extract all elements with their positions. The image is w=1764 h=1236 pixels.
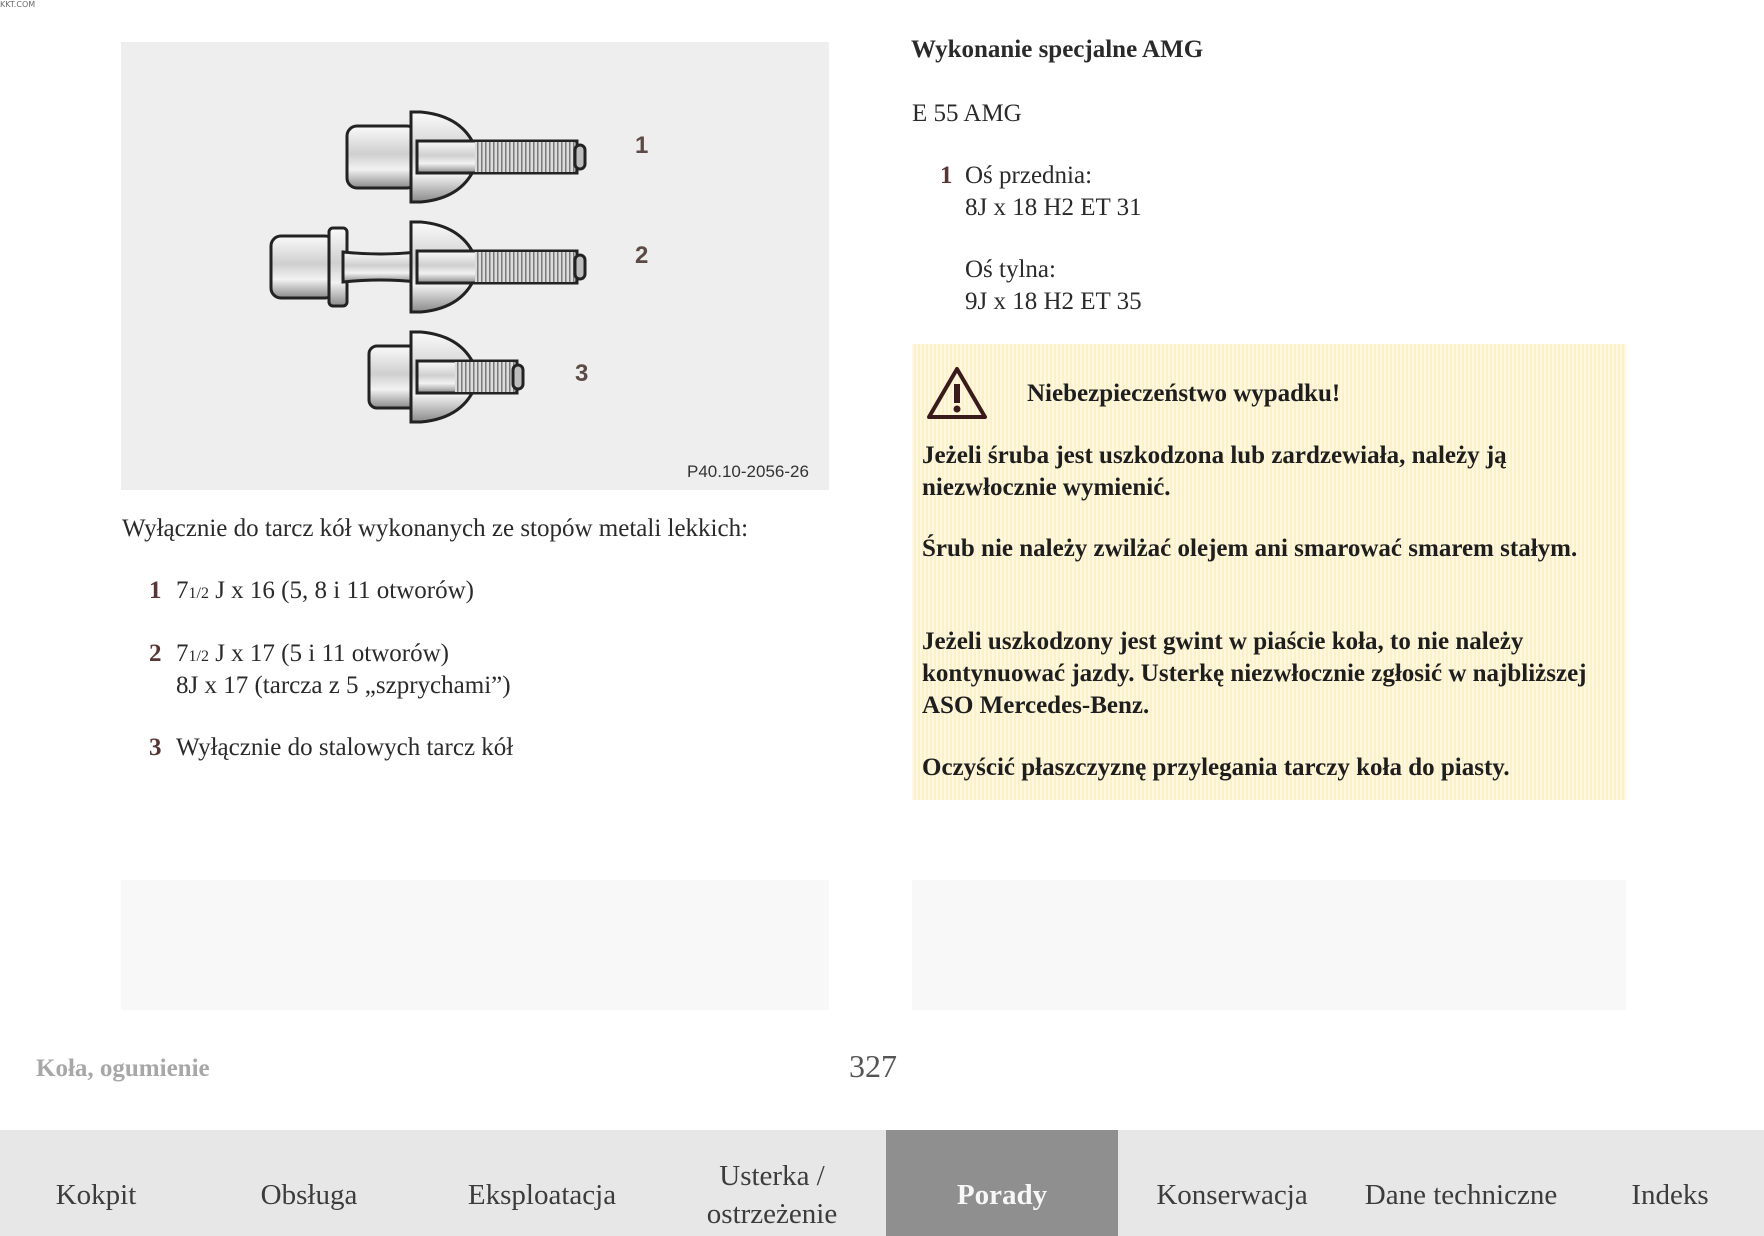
callout-2: 2 — [635, 242, 649, 269]
tab-porady[interactable]: Porady — [886, 1130, 1118, 1236]
chapter-nav — [0, 1130, 1764, 1236]
front-axle-label: Oś przednia: — [965, 162, 1093, 189]
bolt-3 — [369, 332, 523, 422]
faint-area-left — [121, 880, 829, 1010]
warning-paragraph-1: Jeżeli śruba jest uszkodzona lub zardzewiała, należy ją niezwłocznie wymienić. — [922, 442, 1507, 501]
front-axle-value: 8J x 18 H2 ET 31 — [965, 194, 1142, 221]
warning-paragraph-2: Śrub nie należy zwilżać olejem ani smarować smarem stałym. — [922, 535, 1578, 562]
amg-heading: Wykonanie specjalne AMG — [911, 36, 1204, 63]
spec-text: 71/2 J x 16 (5, 8 i 11 otworów) — [176, 577, 474, 604]
rear-axle-label: Oś tylna: — [965, 256, 1056, 283]
page-number: 327 — [849, 1048, 897, 1084]
tab-eksploatacja[interactable]: Eksploatacja — [467, 1179, 617, 1211]
callout-1: 1 — [635, 132, 649, 159]
spec-text: 71/2 J x 17 (5 i 11 otworów) — [176, 640, 449, 667]
spec-text-line2: 8J x 17 (tarcza z 5 „szprychami”) — [176, 672, 511, 699]
warning-paragraph-3: Jeżeli uszkodzony jest gwint w piaście koła, to nie należy kontynuować jazdy. Usterkę niezwłocznie zgłosić w najbliższej ASO Mercedes-Benz. — [922, 628, 1587, 719]
callout-3: 3 — [575, 360, 589, 387]
section-title: Koła, ogumienie — [36, 1055, 210, 1082]
watermark: KKT.COM — [0, 0, 36, 9]
warning-box — [912, 344, 1626, 800]
spec-number: 1 — [149, 577, 162, 604]
spec-number: 2 — [149, 640, 162, 667]
rear-axle-value: 9J x 18 H2 ET 35 — [965, 288, 1142, 315]
model-name: E 55 AMG — [912, 100, 1022, 127]
bolts-caption: Wyłącznie do tarcz kół wykonanych ze stopów metali lekkich: — [122, 515, 749, 542]
bolts-illustration — [121, 42, 829, 490]
spec-number: 3 — [149, 734, 162, 761]
tab-usterka[interactable]: Usterka / ostrzeżenie — [706, 1160, 838, 1230]
tab-konserwacja[interactable]: Konserwacja — [1156, 1179, 1308, 1211]
faint-area-right — [912, 880, 1626, 1010]
tab-obsluga[interactable]: Obsługa — [260, 1179, 358, 1211]
bolt-1 — [347, 112, 585, 202]
spec-text: Wyłącznie do stalowych tarcz kół — [176, 734, 514, 761]
warning-title: Niebezpieczeństwo wypadku! — [1027, 380, 1341, 407]
warning-triangle-icon — [926, 366, 988, 420]
wheel-bolts-figure — [121, 42, 829, 490]
tab-indeks[interactable]: Indeks — [1631, 1179, 1709, 1211]
bolt-2 — [271, 222, 585, 312]
figure-code: P40.10-2056-26 — [687, 462, 809, 481]
tab-kokpit[interactable]: Kokpit — [55, 1179, 137, 1211]
warning-paragraph-4: Oczyścić płaszczyznę przylegania tarczy koła do piasty. — [922, 754, 1510, 781]
axle-number: 1 — [940, 162, 953, 189]
tab-dane-techniczne[interactable]: Dane techniczne — [1364, 1179, 1558, 1211]
